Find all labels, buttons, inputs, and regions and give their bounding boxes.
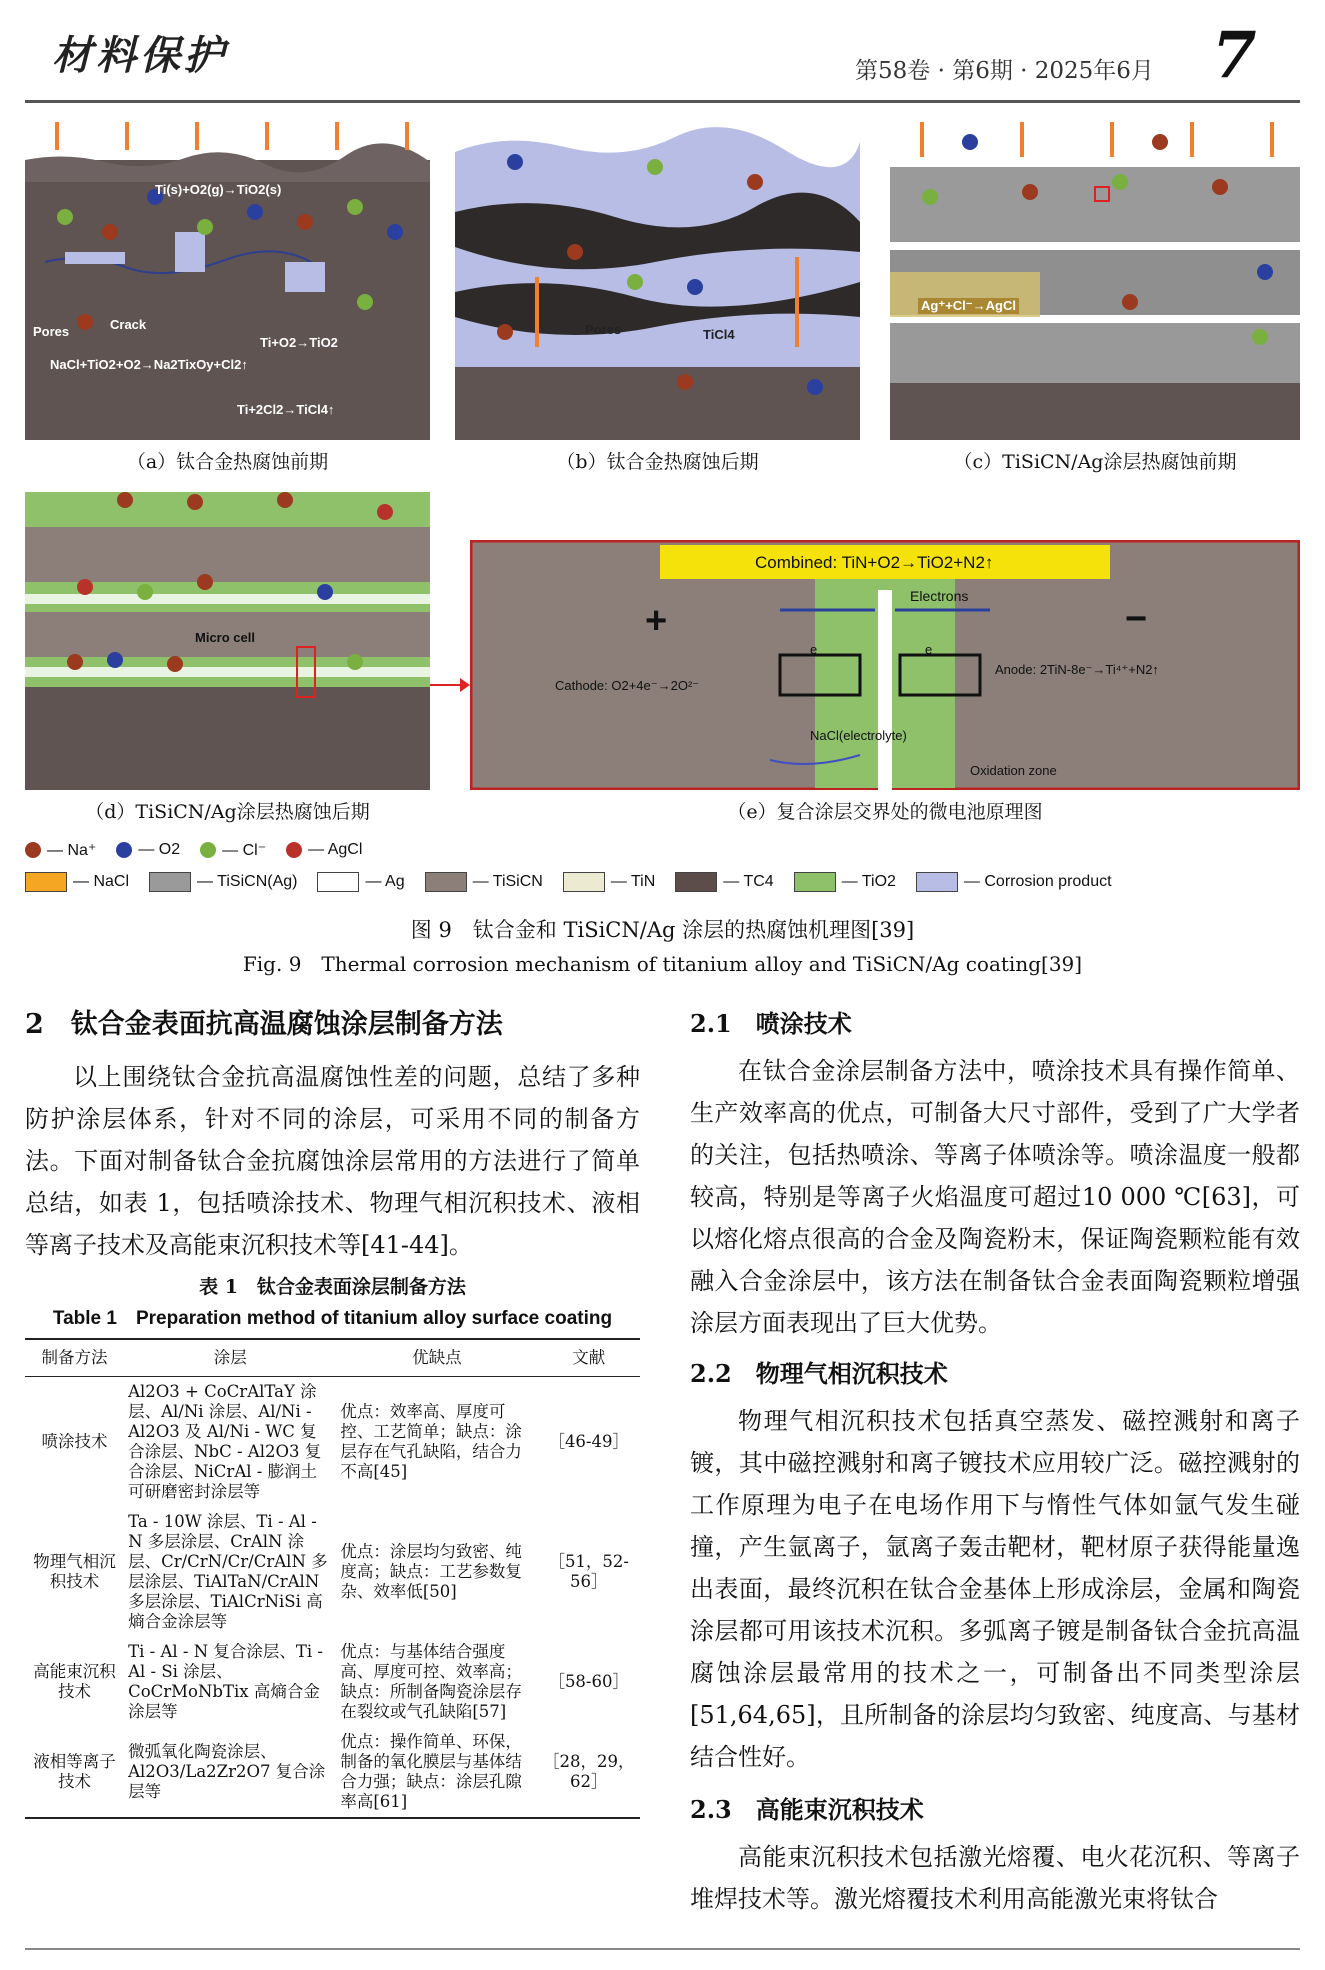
panel-e-minus-sign: − [1125, 598, 1148, 640]
section-2-1-text: 在钛合金涂层制备方法中，喷涂技术具有操作简单、生产效率高的优点，可制备大尺寸部件，受到了广大学者的关注，包括热喷涂、等离子体喷涂等。喷涂温度一般都较高，特别是等离子火焰温度可超过10 000 ℃[63]，可以熔化熔点很高的合金及陶瓷粉末，保证陶瓷颗粒能有效融入合金涂层中，该方法在制备钛合金表面陶瓷颗粒增强涂层方面表现出了巨大优势。 [690, 1057, 1300, 1337]
cl-ball-icon [200, 842, 216, 858]
cell-coating: Ta - 10W 涂层、Ti - Al - N 多层涂层、CrAlN 涂层、Cr/CrN/Cr/CrAlN 多层涂层、TiAlTaN/CrAlN 多层涂层、TiAlCrNiSi 高熵合金涂层等 [128, 1512, 328, 1631]
panel-b-pores-label: Pores [585, 322, 622, 337]
legend-tisicn-ag: — TiSiCN(Ag) [149, 872, 297, 892]
panel-a-reaction-3: NaCl+TiO2+O2→Na2TixOy+Cl2↑ [50, 357, 248, 372]
journal-logo: 材料保护 [52, 32, 228, 79]
panel-a-reaction-2: Ti+O2→TiO2 [260, 335, 338, 350]
cell-coating: Ti - Al - N 复合涂层、Ti - Al - Si 涂层、CoCrMoNbTix 高熵合金涂层等 [128, 1642, 323, 1721]
page-number: 7 [1212, 18, 1257, 93]
table-row [25, 1637, 640, 1727]
panel-e-caption: （e）复合涂层交界处的微电池原理图 [727, 801, 1043, 823]
section-2-heading: 2 钛合金表面抗高温腐蚀涂层制备方法 [25, 1009, 503, 1040]
panel-e-electrons-label: Electrons [910, 588, 969, 604]
panel-e-plus-sign: + [645, 600, 668, 642]
issue-info: 第58卷 · 第6期 · 2025年6月 [855, 58, 1154, 84]
panel-c-agcl-label: Ag⁺+Cl⁻→AgCl [918, 298, 1019, 314]
col-method: 制备方法 [25, 1339, 124, 1377]
legend-tc4: — TC4 [675, 872, 773, 892]
table-row [25, 1377, 640, 1508]
panel-e-oxidation-label: Oxidation zone [970, 763, 1057, 778]
panel-e-combined-label: Combined: TiN+O2→TiO2+N2↑ [755, 553, 994, 572]
cell-refs: ［51，52-56］ [548, 1552, 630, 1591]
zoom-arrow [430, 675, 470, 695]
figure-panel-e [470, 540, 1300, 790]
table-1-title-cn: 表 1 钛合金表面涂层制备方法 [199, 1276, 466, 1298]
table-1 [25, 1338, 640, 1819]
tio2-swatch-icon [794, 872, 836, 892]
section-2-3-text: 高能束沉积技术包括激光熔覆、电火花沉积、等离子堆焊技术等。激光熔覆技术利用高能激光束将钛合 [690, 1843, 1300, 1913]
panel-b-illustration [455, 122, 860, 440]
cell-coating: 微弧氧化陶瓷涂层、Al2O3/La2Zr2O7 复合涂层等 [124, 1727, 336, 1818]
tisicn-swatch-icon [425, 872, 467, 892]
figure-panel-d [25, 482, 430, 790]
legend-o2: — O2 [116, 841, 180, 859]
legend-agcl: — AgCl [286, 841, 362, 859]
legend-cl: — Cl⁻ [200, 840, 266, 860]
legend-particles [25, 840, 382, 860]
figure-panel-a [25, 122, 430, 440]
panel-e-electron-1: e [810, 642, 818, 657]
legend-ag: — Ag [317, 872, 404, 892]
legend-nacl: — NaCl [25, 872, 129, 892]
panel-d-caption: （d）TiSiCN/Ag涂层热腐蚀后期 [85, 801, 370, 823]
tin-swatch-icon [563, 872, 605, 892]
panel-e-illustration [470, 540, 1300, 790]
panel-a-pores-label: Pores [33, 324, 70, 339]
agcl-ball-icon [286, 842, 302, 858]
panel-e-electron-2: e [925, 642, 933, 657]
figure-panel-c [890, 122, 1300, 440]
panel-c-caption: （c）TiSiCN/Ag涂层热腐蚀前期 [953, 451, 1237, 473]
section-2-intro: 以上围绕钛合金抗高温腐蚀性差的问题，总结了多种防护涂层体系，针对不同的涂层，可采用不同的制备方法。下面对制备钛合金抗腐蚀涂层常用的方法进行了简单总结，如表 1，包括喷涂技术、物理气相沉积技术、液相等离子技术及高能束沉积技术等[41-44]。 [25, 1063, 640, 1259]
ag-swatch-icon [317, 872, 359, 892]
panel-e-anode-label: Anode: 2TiN-8e⁻→Ti⁴⁺+N2↑ [995, 662, 1159, 677]
tc4-swatch-icon [675, 872, 717, 892]
panel-d-micro-cell-label: Micro cell [195, 630, 255, 645]
table-1-title-en: Table 1 Preparation method of titanium alloy surface coating [52, 1308, 613, 1329]
cell-method: 液相等离子技术 [25, 1727, 124, 1818]
section-2-1-heading: 2.1 喷涂技术 [690, 1009, 852, 1038]
section-2-2-text: 物理气相沉积技术包括真空蒸发、磁控溅射和离子镀，其中磁控溅射和离子镀技术应用较广泛。磁控溅射的工作原理为电子在电场作用下与惰性气体如氩气发生碰撞，产生氩离子，氩离子轰击靶材，靶材原子获得能量逸出表面，最终沉积在钛合金基体上形成涂层，金属和陶瓷涂层都可用该技术沉积。多弧离子镀是制备钛合金抗高温腐蚀涂层最常用的技术之一，可制备出不同类型涂层[51,64,65]，且所制备的涂层均匀致密、纯度高、与基材结合性好。 [690, 1407, 1300, 1771]
col-pros-cons: 优缺点 [336, 1339, 537, 1377]
cell-pros-cons: 优点：操作简单、环保，制备的氧化膜层与基体结合力强；缺点：涂层孔隙率高[61] [336, 1727, 537, 1818]
panel-e-electrolyte-label: NaCl(electrolyte) [810, 728, 907, 743]
cell-coating: Al2O3 + CoCrAlTaY 涂层、Al/Ni 涂层、Al/Ni - Al2O3 及 Al/Ni - WC 复合涂层、NbC - Al2O3 复合涂层、NiCrAl - 膨润土可研磨密封涂层等 [128, 1382, 322, 1501]
panel-e-cathode-label: Cathode: O2+4e⁻→2O²⁻ [555, 678, 700, 693]
legend-tio2: — TiO2 [794, 872, 896, 892]
footer-divider [25, 1948, 1300, 1950]
header-divider [25, 100, 1300, 103]
table-header-row [25, 1339, 640, 1377]
panel-b-ticl-label: TiCl4 [703, 327, 735, 342]
legend-tin: — TiN [563, 872, 655, 892]
table-row [25, 1727, 640, 1818]
panel-c-illustration [890, 122, 1300, 440]
panel-b-caption: （b）钛合金热腐蚀后期 [556, 451, 759, 473]
cell-method: 喷涂技术 [41, 1432, 108, 1451]
cell-refs: ［46-49］ [548, 1432, 630, 1451]
tisicn-ag-swatch-icon [149, 872, 191, 892]
cell-refs: ［28，29，62］ [537, 1727, 640, 1818]
panel-a-caption: （a）钛合金热腐蚀前期 [126, 451, 329, 473]
panel-a-illustration [25, 122, 430, 440]
figure-panel-b [455, 122, 860, 440]
figure-caption-cn: 图 9 钛合金和 TiSiCN/Ag 涂层的热腐蚀机理图[39] [410, 918, 915, 942]
cell-method: 物理气相沉积技术 [33, 1552, 116, 1591]
o2-ball-icon [116, 842, 132, 858]
panel-a-reaction-1: Ti(s)+O2(g)→TiO2(s) [155, 182, 282, 197]
table-row [25, 1507, 640, 1637]
cell-method: 高能束沉积技术 [33, 1662, 116, 1701]
legend-na: — Na⁺ [25, 840, 96, 860]
legend-tisicn: — TiSiCN [425, 872, 543, 892]
section-2-2-heading: 2.2 物理气相沉积技术 [690, 1359, 948, 1388]
legend-materials [25, 872, 1132, 892]
corrosion-product-swatch-icon [916, 872, 958, 892]
panel-a-reaction-4: Ti+2Cl2→TiCl4↑ [237, 402, 335, 417]
cell-pros-cons: 优点：涂层均匀致密、纯度高；缺点：工艺参数复杂、效率低[50] [340, 1542, 522, 1601]
cell-pros-cons: 优点：与基体结合强度高、厚度可控、效率高；缺点：所制备陶瓷涂层存在裂纹或气孔缺陷[57] [340, 1642, 522, 1721]
col-refs: 文献 [537, 1339, 640, 1377]
legend-corrosion-product: — Corrosion product [916, 872, 1112, 892]
col-coating: 涂层 [124, 1339, 336, 1377]
section-2-3-heading: 2.3 高能束沉积技术 [690, 1795, 924, 1824]
panel-a-crack-label: Crack [110, 317, 147, 332]
figure-caption-en: Fig. 9 Thermal corrosion mechanism of titanium alloy and TiSiCN/Ag coating[39] [242, 952, 1083, 976]
cell-pros-cons: 优点：效率高、厚度可控、工艺简单；缺点：涂层存在气孔缺陷，结合力不高[45] [340, 1402, 522, 1481]
cell-refs: ［58-60］ [548, 1672, 630, 1691]
nacl-swatch-icon [25, 872, 67, 892]
na-ball-icon [25, 842, 41, 858]
